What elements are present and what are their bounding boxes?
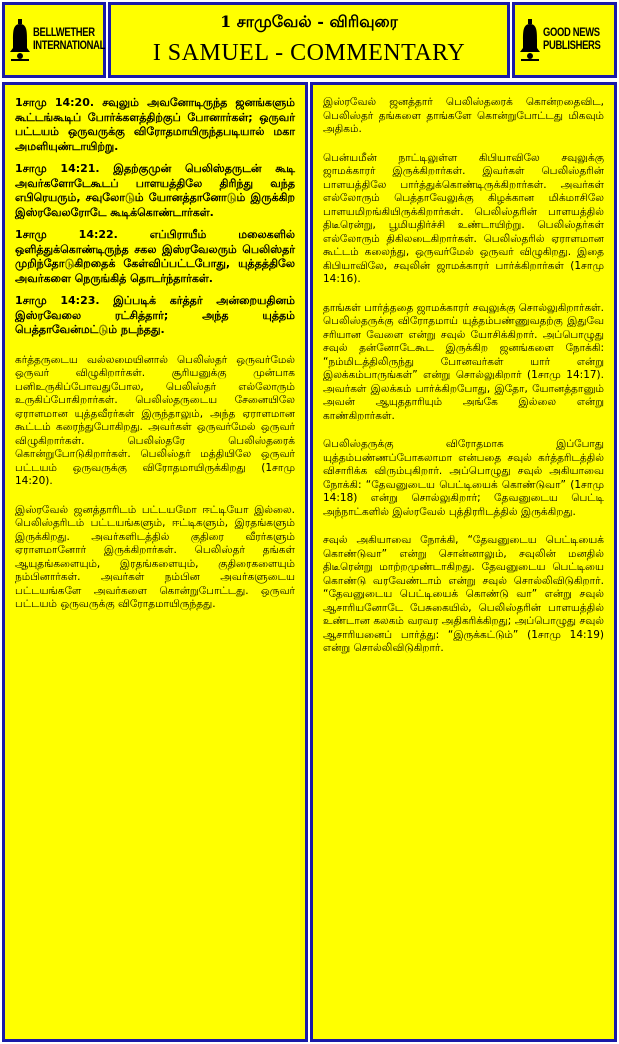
page-title-english: I SAMUEL - COMMENTARY: [152, 40, 466, 66]
bell-icon: [9, 18, 31, 62]
logo-left-line1: BELLWETHER: [33, 27, 95, 39]
logo-right-line1: GOOD NEWS: [543, 27, 600, 39]
bellwether-logo: [2, 2, 106, 78]
verse-14-20: 1சாமு 14:20. சவுலும் அவனோடிருந்த ஜனங்களும் கூட்டங்கூடிப் போர்க்களத்திற்குப் போனார்கள்; ஒருவர் பட்டயம் ஒருவருக்கு விரோதமாயிருந்தபடியால் மகா அமளியுண்டாயிற்று.: [15, 96, 295, 153]
commentary-paragraph: தாங்கள் பார்த்ததை ஜாமக்காரர் சவுலுக்கு சொல்லுகிறார்கள். பெலிஸ்தருக்கு விரோதமாய் யுத்தம்பண்ணுவதற்கு இதுவே சரியான வேளை என்று சவுல் யோசிக்கிறார். அப்பொழுது சவுல் தன்னோடேகூட இருக்கிற ஜனங்களை நோக்கி: “நம்மிடத்திலிருந்து போனவர்கள் யார் என்று இலக்கம்பாருங்கள்” என்று சொல்லுகிறார் (1சாமு 14:17). அவர்கள் இலக்கம் பார்க்கிறபோது, இதோ, யோனத்தானும் அவன் ஆயுததாரியும் அங்கே இல்லை என்று காண்கிறார்கள்.: [323, 301, 604, 422]
commentary-paragraph: பெலிஸ்தருக்கு விரோதமாக இப்போது யுத்தம்பண்ணப்போகலாமா என்பதை சவுல் கர்த்தரிடத்தில் விசாரிக்க விரும்புகிறார். அப்பொழுது சவுல் அகியாவை நோக்கி: “தேவனுடைய பெட்டியைக் கொண்டுவா” (1சாமு 14:18) என்று சொல்லுகிறார்; தேவனுடைய பெட்டி அந்நாட்களில் இஸ்ரவேல் புத்திரரிடத்தில் இருக்கிறது.: [323, 438, 604, 518]
right-column: [310, 82, 617, 1042]
commentary-paragraph: சவுல் அகியாவை நோக்கி, “தேவனுடைய பெட்டியைக் கொண்டுவா” என்று சொன்னாலும், சவுலின் மனதில் திடீரென்று மாற்றமுண்டாகிறது. தேவனுடைய பெட்டியை கொண்டு வரவேண்டாம் என்று சவுல் சொல்லிவிடுகிறார். “தேவனுடைய பெட்டியைக் கொண்டு வா” என்று சவுல் ஆசாரியனோடே பேசுகையில், பெலிஸ்தரின் பாளயத்தில் உண்டான கலகம் வரவர அதிகரிக்கிறது; அப்பொழுது சவுல் ஆசாரியனைப் பார்த்து: “இருக்கட்டும்” (1சாமு 14:19) என்று சொல்லிவிடுகிறார்.: [323, 534, 604, 654]
verse-14-21: 1சாமு 14:21. இதற்குமுன் பெலிஸ்தருடன் கூடி அவர்களோடேகூடப் பாளயத்திலே திரிந்து வந்த எபிரெயரும், சவுலோடும் யோனத்தானோடும் இருக்கிற இஸ்ரவேலரோடே கூடிக்கொண்டார்கள்.: [15, 162, 295, 219]
commentary-paragraph: பென்யமீன் நாட்டிலுள்ள கிபியாவிலே சவுலுக்கு ஜாமக்காரர் இருக்கிறார்கள். இவர்கள் பெலிஸ்தரின் பாளயத்திலே பார்த்துக்கொண்டிருக்கிறார்கள். அவர்கள் எல்லோரும் பெத்தாவேலுக்கு கிழக்கான மிக்மாசிலே பாளயமிறங்கியிருக்கிறார்கள். பெலிஸ்தரின் பாளயத்தில் திடீரென்று, பூமியதிர்ச்சி உண்டாயிற்று. பெலிஸ்தர்கள் எல்லோரும் திகிலடைகிறார்கள். பெலிஸ்தரில் ஏராளமான கூட்டம் கலைந்து, ஒருவர்மேல் ஒருவர் விழுகிறது. இதை கிபியாவிலே, சவுலின் ஜாமக்காரர் பார்க்கிறார்கள் (1சாமு 14:16).: [323, 151, 604, 285]
title-banner: [108, 2, 510, 78]
logo-right-line2: PUBLISHERS: [543, 40, 601, 52]
commentary-paragraph: இஸ்ரவேல் ஜனத்தார் பெலிஸ்தரைக் கொன்றதைவிட, பெலிஸ்தர் தங்களை தாங்களே கொன்றுபோட்டது மிகவும் அதிகம்.: [323, 96, 604, 135]
verse-14-22: 1சாமு 14:22. எப்பிராயீம் மலைகளில் ஒளித்துக்கொண்டிருந்த சகல இஸ்ரவேலரும் பெலிஸ்தர் முறிந்தோடுகிறதைக் கேள்விப்பட்டபோது, யுத்தத்திலே அவர்களை நெருங்கித் தொடர்ந்தார்கள்.: [15, 228, 295, 285]
bell-icon: [519, 18, 541, 62]
commentary-paragraph: கர்த்தருடைய வல்லமையினால் பெலிஸ்தர் ஒருவர்மேல் ஒருவர் விழுகிறார்கள். சூரியனுக்கு முன்பாக பனிஉருகிப்போவதுபோல, பெலிஸ்தர் எல்லோரும் உருகிப்போகிறார்கள். பெலிஸ்தருடைய சேனையிலே ஏராளமான யுத்தவீரர்கள் இருந்தாலும், அந்த ஏராளமான கூட்டம் கரைந்துபோகிறது. அவர்கள் ஒருவர்மேல் ஒருவர் விழுகிறார்கள். பெலிஸ்தரே பெலிஸ்தரைக் கொன்றுபோடுகிறார்கள். பெலிஸ்தர் மத்தியிலே ஒருவர் பட்டயம் ஒருவருக்கு விரோதமாயிருக்கிறது (1சாமு 14:20).: [15, 353, 295, 487]
page-title-tamil: 1 சாமுவேல் - விரிவுரை: [220, 12, 398, 31]
left-column: [2, 82, 308, 1042]
commentary-paragraph: இஸ்ரவேல் ஜனத்தாரிடம் பட்டயமோ ஈட்டியோ இல்லை. பெலிஸ்தரிடம் பட்டயங்களும், ஈட்டிகளும், இரதங்களும் இருக்கிறது. அவர்களிடத்தில் குதிரை வீரர்களும் ஏராளமானோர் இருக்கிறார்கள். பெலிஸ்தர் தங்கள் ஆயுதங்களையும், இரதங்களையும், குதிரைகளையும் நம்பினார்கள். அவர்கள் நம்பின அவர்களுடைய பட்டயங்களே அவர்களை கொன்றுபோட்டது. ஒருவர் பட்டயம் ஒருவருக்கு விரோதமாயிருந்தது.: [15, 503, 295, 610]
good-news-logo: [512, 2, 617, 78]
verse-14-23: 1சாமு 14:23. இப்படிக் கர்த்தர் அன்றையதினம் இஸ்ரவேலை ரட்சித்தார்; அந்த யுத்தம் பெத்தாவேன்மட்டும் நடந்தது.: [15, 294, 295, 336]
logo-left-line2: INTERNATIONAL: [33, 40, 106, 52]
